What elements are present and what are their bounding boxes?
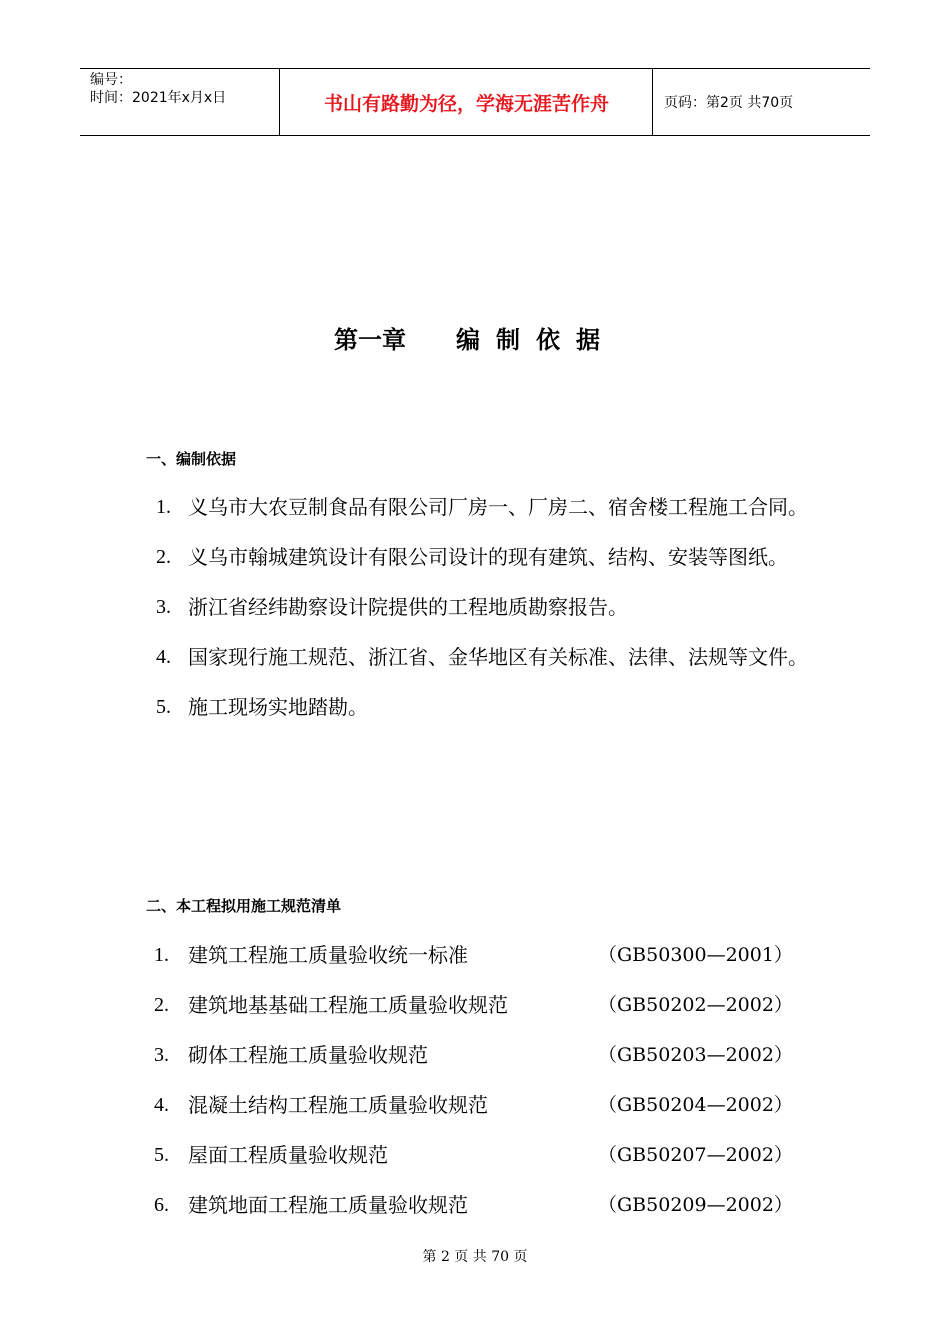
spec-code: （GB50300—2001） [598, 944, 793, 966]
serial-label: 编号： [90, 72, 132, 88]
basis-list [156, 482, 816, 732]
spec-code: （GB50204—2002） [598, 1094, 793, 1116]
spec-code: （GB50202—2002） [598, 994, 793, 1016]
spec-row [150, 980, 793, 1030]
spec-name: 砌体工程施工质量验收规范 [188, 1043, 428, 1067]
spec-code: （GB50209—2002） [598, 1194, 793, 1216]
spec-number: 3. [154, 1044, 169, 1066]
page-footer: 第 2 页 共 70 页 [422, 1249, 528, 1265]
date-label: 时间：2021年x月x日 [90, 90, 227, 106]
list-item [156, 582, 816, 632]
list-item [156, 632, 816, 682]
item-number: 4. [156, 646, 171, 668]
spec-row [150, 1080, 793, 1130]
list-item [156, 532, 816, 582]
item-text: 义乌市翰城建筑设计有限公司设计的现有建筑、结构、安装等图纸。 [188, 545, 788, 569]
spec-name: 建筑地面工程施工质量验收规范 [188, 1193, 468, 1217]
spec-number: 5. [154, 1144, 169, 1166]
item-text: 义乌市大农豆制食品有限公司厂房一、厂房二、宿舍楼工程施工合同。 [188, 495, 808, 519]
header-motto: 书山有路勤为径，学海无涯苦作舟 [281, 69, 653, 135]
item-number: 2. [156, 546, 171, 568]
list-item [156, 482, 816, 532]
item-number: 1. [156, 496, 171, 518]
section-heading-specs: 二、本工程拟用施工规范清单 [146, 897, 342, 915]
page-header [80, 68, 870, 136]
spec-name: 屋面工程质量验收规范 [188, 1143, 388, 1167]
spec-name: 建筑工程施工质量验收统一标准 [188, 943, 468, 967]
spec-code: （GB50207—2002） [598, 1144, 793, 1166]
item-number: 3. [156, 596, 171, 618]
spec-number: 6. [154, 1194, 169, 1216]
spec-list [150, 930, 793, 1230]
item-text: 施工现场实地踏勘。 [188, 695, 368, 719]
spec-name: 建筑地基基础工程施工质量验收规范 [188, 993, 508, 1017]
list-item [156, 682, 816, 732]
spec-row [150, 930, 793, 980]
spec-row [150, 1130, 793, 1180]
spec-number: 2. [154, 994, 169, 1016]
spec-row [150, 1030, 793, 1080]
chapter-number: 第一章 [334, 326, 406, 354]
spec-number: 4. [154, 1094, 169, 1116]
spec-code: （GB50203—2002） [598, 1044, 793, 1066]
header-meta [80, 69, 280, 135]
chapter-name: 编制依据 [456, 326, 616, 354]
spec-number: 1. [154, 944, 169, 966]
spec-row [150, 1180, 793, 1230]
item-text: 浙江省经纬勘察设计院提供的工程地质勘察报告。 [188, 595, 628, 619]
section-heading-basis: 一、编制依据 [146, 450, 237, 468]
spec-name: 混凝土结构工程施工质量验收规范 [188, 1093, 488, 1117]
item-text: 国家现行施工规范、浙江省、金华地区有关标准、法律、法规等文件。 [188, 645, 808, 669]
chapter-title [0, 320, 950, 355]
item-number: 5. [156, 696, 171, 718]
header-page-info: 页码：第2页 共70页 [664, 95, 794, 111]
